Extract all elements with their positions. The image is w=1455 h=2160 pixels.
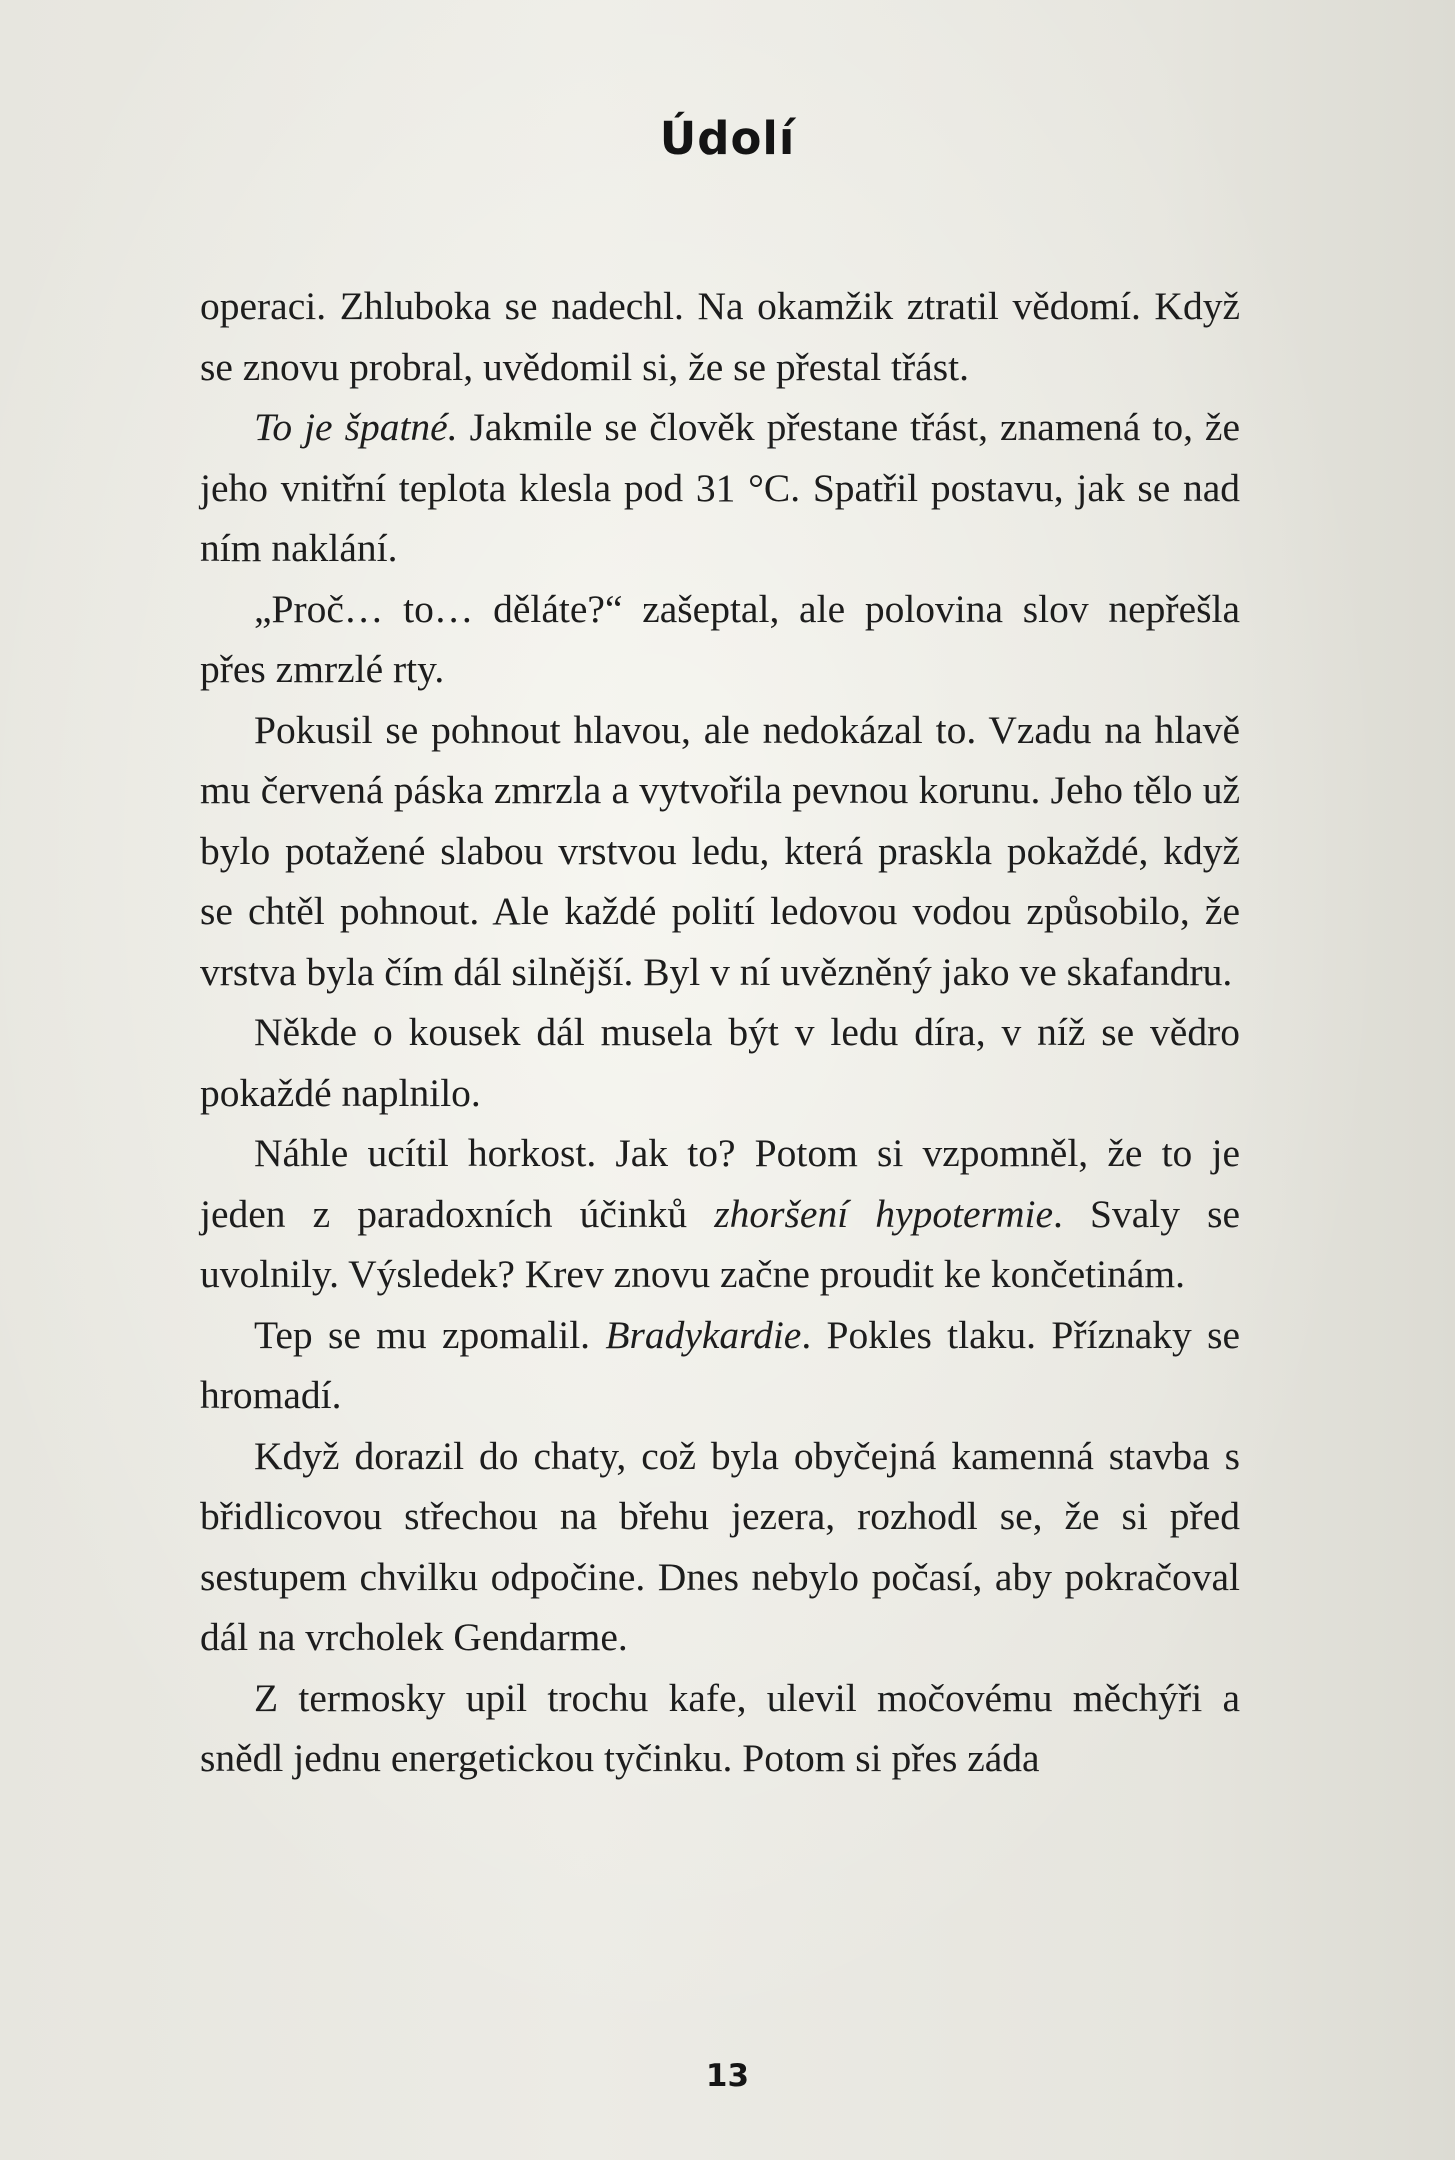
text-run: „Proč… to… děláte?“ zašeptal, ale polovina slov nepřešla přes zmrzlé rty. <box>200 586 1240 691</box>
running-head-title: Údolí <box>659 112 796 165</box>
text-run: Někde o kousek dál musela být v ledu díra, v níž se vědro pokaždé naplnilo. <box>200 1010 1240 1115</box>
text-run: Jakmile se člověk přestane třást, znamená to, že jeho vnitřní teplota klesla pod 31 °C. Spatřil postavu, jak se nad ním naklání. <box>200 405 1240 570</box>
page-number: 13 <box>705 2058 750 2094</box>
paragraph <box>200 1002 1240 1123</box>
text-run: Z termosky upil trochu kafe, ulevil močovému měchýři a snědl jednu energetickou tyčinku. Potom si přes záda <box>200 1675 1240 1780</box>
paragraph <box>200 1305 1240 1426</box>
paragraph <box>200 1426 1240 1668</box>
italic-text: zhoršení hypotermie <box>714 1191 1053 1236</box>
paragraph <box>200 700 1240 1003</box>
body-text <box>200 276 1240 1789</box>
paragraph <box>200 276 1240 397</box>
paragraph <box>200 397 1240 579</box>
text-run: Když dorazil do chaty, což byla obyčejná kamenná stavba s břidlicovou střechou na břehu jezera, rozhodl se, že si před sestupem chvilku odpočine. Dnes nebylo počasí, aby pokračoval dál na vrcholek Gendarme. <box>200 1433 1240 1659</box>
text-run: Náhle ucítil horkost. Jak to? Potom si vzpomněl, že to je jeden z paradoxních účinků <box>200 1131 1240 1236</box>
text-run: operaci. Zhluboka se nadechl. Na okamžik ztratil vědomí. Když se znovu probral, uvědomil si, že se přestal třást. <box>200 284 1240 389</box>
text-run: . Svaly se uvolnily. Výsledek? Krev znovu začne proudit ke končetinám. <box>200 1191 1240 1296</box>
italic-text: Bradykardie <box>605 1312 802 1357</box>
paragraph <box>200 1123 1240 1305</box>
paragraph <box>200 1668 1240 1789</box>
italic-text: To je špatné. <box>254 405 458 449</box>
text-run: Pokusil se pohnout hlavou, ale nedokázal to. Vzadu na hlavě mu červená páska zmrzla a vytvořila pevnou korunu. Jeho tělo už bylo potažené slabou vrstvou ledu, která praskla pokaždé, když se chtěl pohnout. Ale každé polití ledovou vodou způsobilo, že vrstva byla čím dál silnější. Byl v ní uvězněný jako ve skafandru. <box>200 707 1240 994</box>
text-run: Tep se mu zpomalil. <box>254 1312 606 1357</box>
text-run: . Pokles tlaku. Příznaky se hromadí. <box>200 1312 1240 1417</box>
paragraph <box>200 579 1240 700</box>
